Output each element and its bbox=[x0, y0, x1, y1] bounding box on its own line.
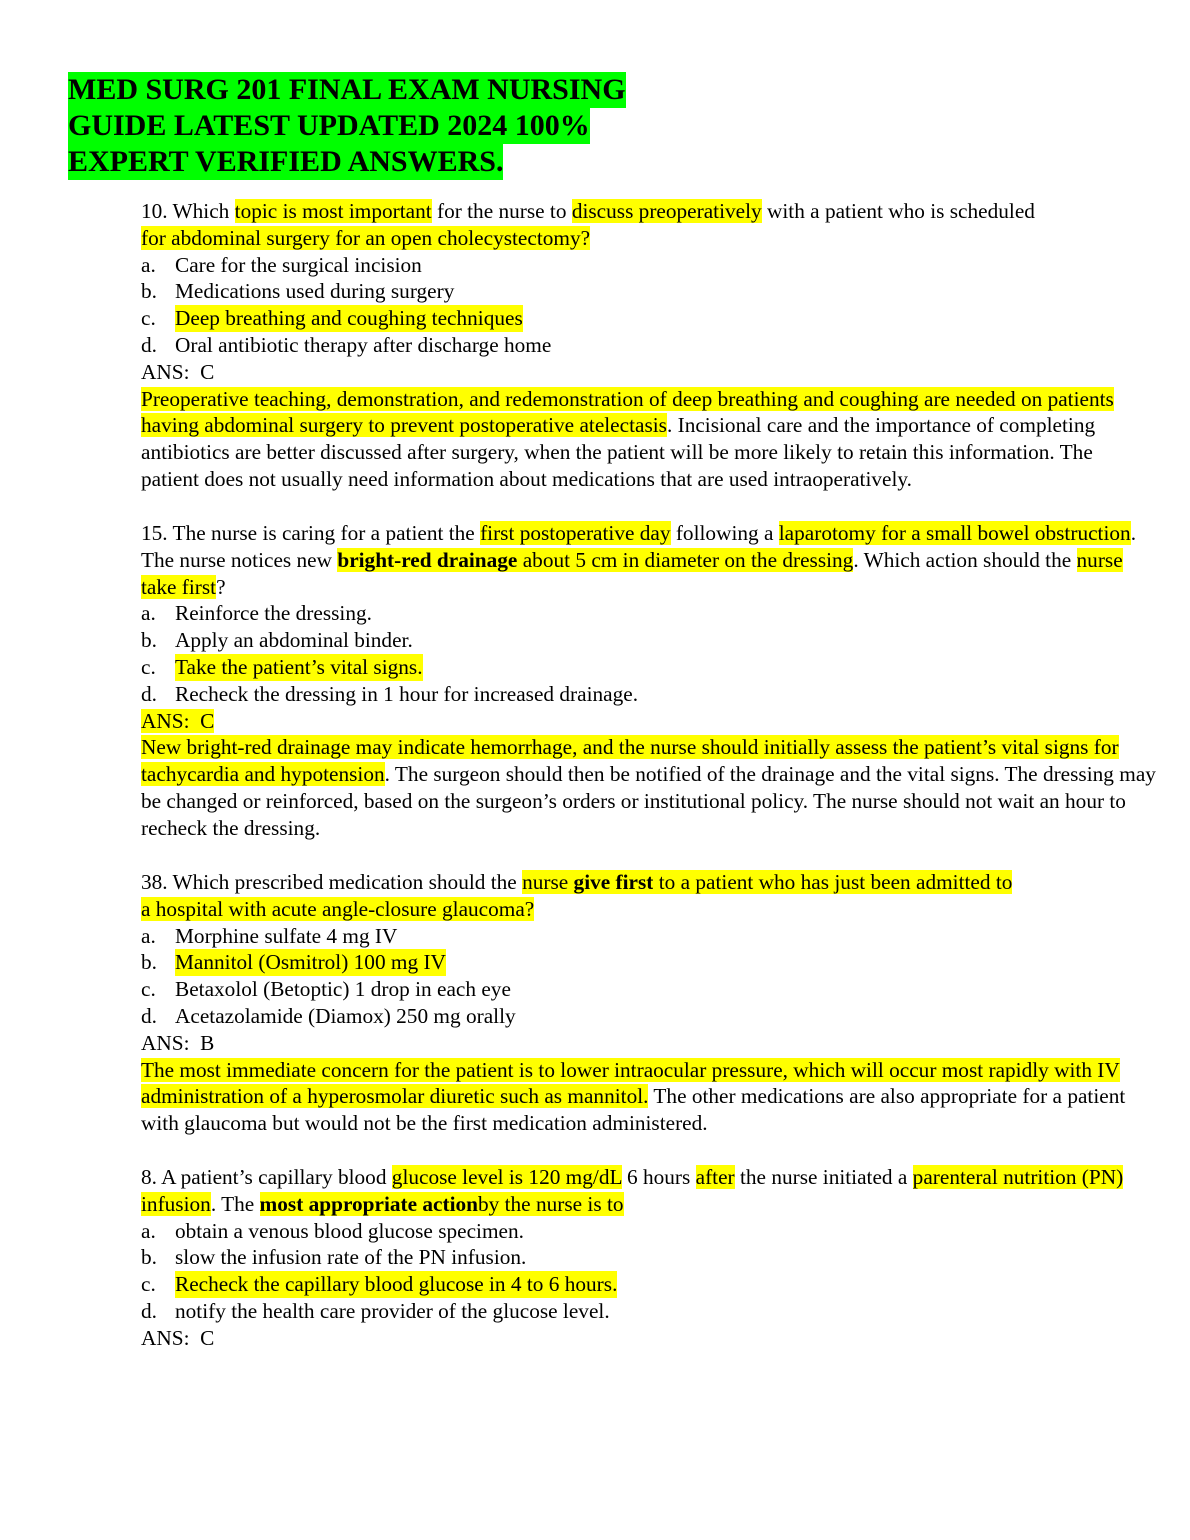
answer-label: ANS: C bbox=[141, 1325, 215, 1350]
answer-label: ANS: C bbox=[141, 708, 215, 733]
option-c: c. Take the patient’s vital signs. bbox=[141, 654, 423, 679]
document-title bbox=[68, 72, 626, 180]
question-10 bbox=[141, 198, 1156, 493]
option-c: c. Betaxolol (Betoptic) 1 drop in each eye bbox=[141, 977, 511, 1002]
option-a: a. Reinforce the dressing. bbox=[141, 601, 372, 626]
option-a: a. Care for the surgical incision bbox=[141, 252, 422, 277]
option-a: a. obtain a venous blood glucose specimen. bbox=[141, 1218, 524, 1243]
answer-label: ANS: B bbox=[141, 1030, 215, 1055]
question-8 bbox=[141, 1164, 1156, 1352]
option-b: b. Mannitol (Osmitrol) 100 mg IV bbox=[141, 950, 446, 975]
title-line-2: GUIDE LATEST UPDATED 2024 100% bbox=[68, 109, 590, 142]
rationale: Preoperative teaching, demonstration, and redemonstration of deep breathing and coughing are needed on patients having abdominal surgery to prevent postoperative atelectasis. Incisional care and the importance of completing antibiotics are better discussed after surgery, when the patient will be more likely to retain this information. The patient does not usually need information about medications that are used intraoperatively. bbox=[141, 386, 1114, 491]
title-line-1: MED SURG 201 FINAL EXAM NURSING bbox=[68, 73, 626, 106]
option-c: c. Deep breathing and coughing techniques bbox=[141, 306, 523, 331]
option-d: d. notify the health care provider of the glucose level. bbox=[141, 1298, 610, 1323]
option-c: c. Recheck the capillary blood glucose in 4 to 6 hours. bbox=[141, 1272, 618, 1297]
question-stem: 8. A patient’s capillary blood glucose level is 120 mg/dL 6 hours after the nurse initiated a parenteral nutrition (PN) infusion. The most appropriate actionby the nurse is to bbox=[141, 1165, 1124, 1216]
rationale: New bright-red drainage may indicate hemorrhage, and the nurse should initially assess the patient’s vital signs for tachycardia and hypotension. The surgeon should then be notified of the drainage and the vital signs. The dressing may be changed or reinforced, based on the surgeon’s orders or institutional policy. The nurse should not wait an hour to recheck the dressing. bbox=[141, 735, 1156, 840]
answer-label: ANS: C bbox=[141, 359, 215, 384]
question-stem: 38. Which prescribed medication should the nurse give first to a patient who has just been admitted to a hospital with acute angle-closure glaucoma? bbox=[141, 870, 1013, 921]
rationale: The most immediate concern for the patient is to lower intraocular pressure, which will occur most rapidly with IV administration of a hyperosmolar diuretic such as mannitol. The other medications are also appropriate for a patient with glaucoma but would not be the first medication administered. bbox=[141, 1057, 1126, 1136]
question-15 bbox=[141, 520, 1156, 842]
question-stem: 15. The nurse is caring for a patient the first postoperative day following a laparotomy for a small bowel obstruction. The nurse notices new bright-red drainage about 5 cm in diameter on the dressing. Which action should the nurse take first? bbox=[141, 521, 1137, 599]
option-d: d. Recheck the dressing in 1 hour for increased drainage. bbox=[141, 681, 639, 706]
option-b: b. slow the infusion rate of the PN infusion. bbox=[141, 1245, 527, 1270]
option-b: b. Apply an abdominal binder. bbox=[141, 628, 413, 653]
option-d: d. Oral antibiotic therapy after discharge home bbox=[141, 332, 552, 357]
option-a: a. Morphine sulfate 4 mg IV bbox=[141, 923, 398, 948]
option-b: b. Medications used during surgery bbox=[141, 279, 455, 304]
option-d: d. Acetazolamide (Diamox) 250 mg orally bbox=[141, 1003, 516, 1028]
title-line-3: EXPERT VERIFIED ANSWERS. bbox=[68, 145, 504, 178]
question-stem: 10. Which topic is most important for the nurse to discuss preoperatively with a patient who is scheduled for abdominal surgery for an open cholecystectomy? bbox=[141, 199, 1035, 250]
question-38 bbox=[141, 869, 1156, 1137]
